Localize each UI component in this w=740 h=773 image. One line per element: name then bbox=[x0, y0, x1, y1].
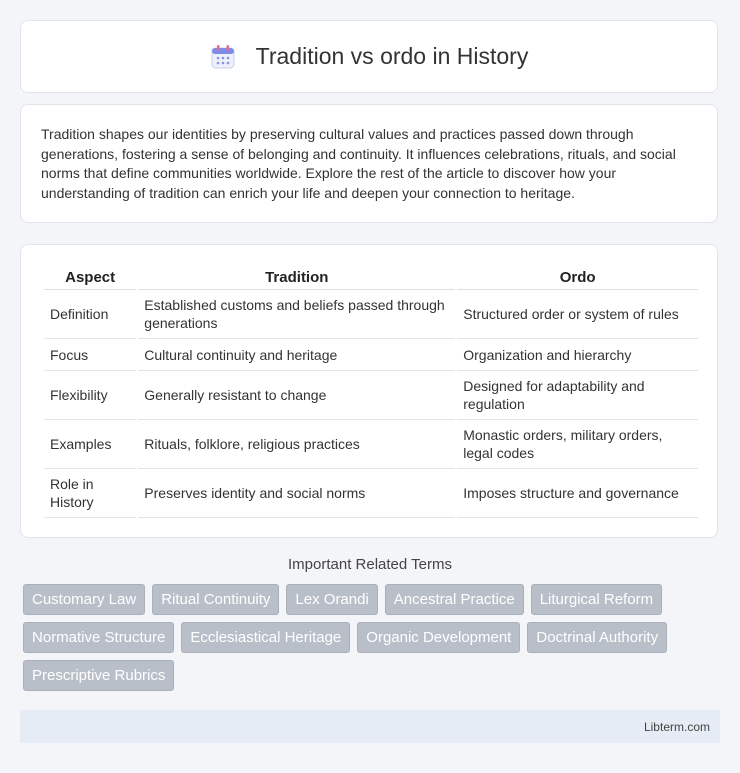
table-cell: Established customs and beliefs passed through generations bbox=[138, 290, 455, 339]
table-cell: Designed for adaptability and regulation bbox=[457, 371, 698, 420]
related-terms-section bbox=[20, 556, 720, 698]
table-cell: Structured order or system of rules bbox=[457, 290, 698, 339]
related-term-tag[interactable]: Liturgical Reform bbox=[531, 584, 662, 615]
related-terms-title: Important Related Terms bbox=[288, 556, 452, 573]
table-cell: Examples bbox=[44, 420, 136, 469]
table-cell: Flexibility bbox=[44, 371, 136, 420]
title-card bbox=[20, 20, 718, 93]
comparison-table bbox=[42, 265, 700, 518]
table-cell: Focus bbox=[44, 339, 136, 371]
page-title: Tradition vs ordo in History bbox=[255, 43, 529, 69]
related-term-tag[interactable]: Normative Structure bbox=[23, 622, 174, 653]
related-term-tag[interactable]: Customary Law bbox=[23, 584, 145, 615]
related-term-tag[interactable]: Ritual Continuity bbox=[152, 584, 279, 615]
related-terms-list bbox=[20, 584, 720, 698]
table-cell: Rituals, folklore, religious practices bbox=[138, 420, 455, 469]
table-cell: Generally resistant to change bbox=[138, 371, 455, 420]
calendar-icon bbox=[210, 44, 236, 70]
table-cell: Organization and hierarchy bbox=[457, 339, 698, 371]
header-tradition: Tradition bbox=[138, 265, 455, 290]
table-row bbox=[44, 371, 698, 420]
footer bbox=[20, 710, 720, 743]
related-term-tag[interactable]: Doctrinal Authority bbox=[527, 622, 667, 653]
table-cell: Definition bbox=[44, 290, 136, 339]
table-cell: Monastic orders, military orders, legal codes bbox=[457, 420, 698, 469]
table-cell: Imposes structure and governance bbox=[457, 469, 698, 518]
related-term-tag[interactable]: Lex Orandi bbox=[286, 584, 377, 615]
related-term-tag[interactable]: Ancestral Practice bbox=[385, 584, 524, 615]
related-term-tag[interactable]: Ecclesiastical Heritage bbox=[181, 622, 350, 653]
header-ordo: Ordo bbox=[457, 265, 698, 290]
table-cell: Cultural continuity and heritage bbox=[138, 339, 455, 371]
table-row bbox=[44, 420, 698, 469]
table-row bbox=[44, 469, 698, 518]
table-row bbox=[44, 339, 698, 371]
table-cell: Role in History bbox=[44, 469, 136, 518]
intro-card bbox=[20, 104, 718, 223]
footer-site-link[interactable]: Libterm.com bbox=[643, 719, 710, 734]
header-aspect: Aspect bbox=[44, 265, 136, 290]
table-cell: Preserves identity and social norms bbox=[138, 469, 455, 518]
related-term-tag[interactable]: Organic Development bbox=[357, 622, 520, 653]
table-header-row bbox=[44, 265, 698, 290]
table-row bbox=[44, 290, 698, 339]
related-term-tag[interactable]: Prescriptive Rubrics bbox=[23, 660, 174, 691]
comparison-table-card bbox=[20, 244, 718, 538]
intro-text: Tradition shapes our identities by preserving cultural values and practices passed down through generations, fostering a sense of belonging and continuity. It influences celebrations, rituals, and social norms that define communities worldwide. Explore the rest of the article to discover how your understanding of tradition can enrich your life and deepen your connection to heritage. bbox=[41, 126, 676, 201]
